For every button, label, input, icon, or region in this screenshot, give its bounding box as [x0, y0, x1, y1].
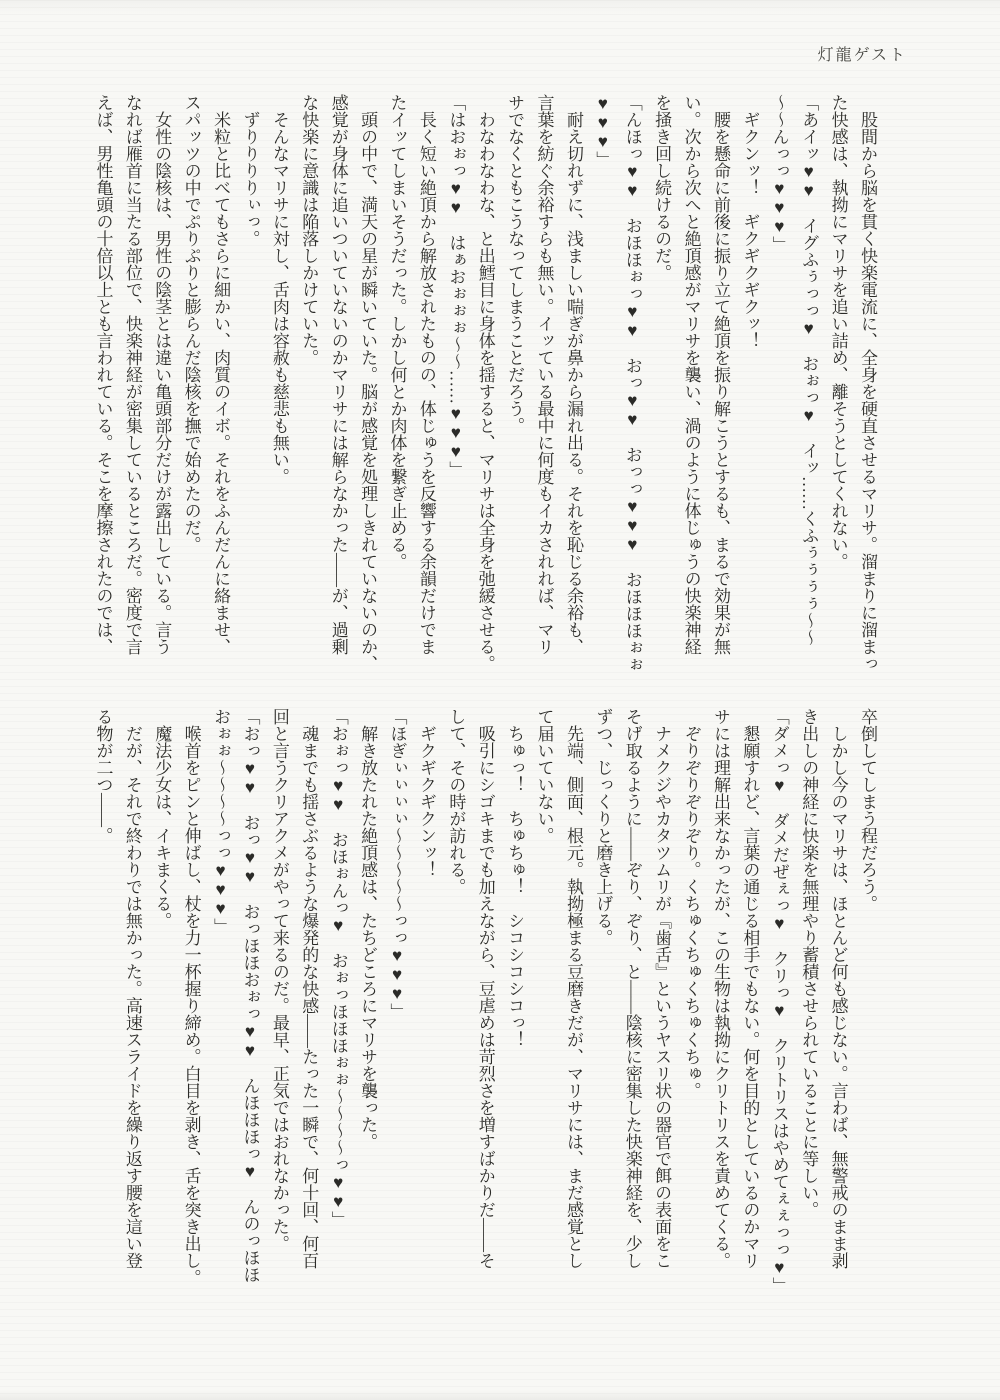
text-column: き出しの神経に快楽を無理やり蓄積させられていることに等しい。 — [799, 708, 819, 1218]
text-column: い。次から次へと絶頂感がマリサを襲い、渦のように体じゅうの快楽神経 — [681, 94, 701, 655]
text-column: サでなくともこうなってしまうことだろう。 — [505, 94, 525, 434]
text-column: 「おっ♥♥ おっ♥♥ おっほほおぉっ♥♥ んほほほっ♥ んのっほほ — [240, 708, 260, 1283]
text-column: 回と言うクリアクメがやって来るのだ。最早、正気ではおれなかった。 — [269, 708, 289, 1252]
text-column: スパッツの中でぷりぷりと膨らんだ陰核を撫で始めたのだ。 — [181, 94, 201, 553]
text-column: た快感は、執拗にマリサを追い詰め、離そうとしてくれない。 — [828, 94, 848, 570]
text-column: 感覚が身体に追いついていないのかマリサには解らなかった――が、過剰 — [328, 94, 348, 655]
text-column: わなわなわな、と出鱈目に身体を揺すると、マリサは全身を弛緩させる。 — [475, 94, 495, 672]
text-column: ギクギクギクンッ！ — [416, 708, 436, 878]
text-column: ずつ、じっくりと磨き上げる。 — [593, 708, 613, 946]
text-column: て届いていない。 — [534, 708, 554, 844]
text-column: る物が二つ――。 — [93, 708, 113, 844]
text-column: 「んほっ♥♥ おほほぉっ♥♥ おっ♥♥ おっっ♥♥♥ おほほほぉぉ — [622, 94, 642, 673]
text-column: 長く短い絶頂から解放されたものの、体じゅうを反響する余韻だけでま — [416, 94, 436, 655]
text-column: な快楽に意識は陥落しかけていた。 — [299, 94, 319, 366]
text-block-top — [88, 94, 882, 692]
text-column: えば、男性亀頭の十倍以上とも言われている。そこを摩擦されたのでは、 — [93, 94, 113, 655]
text-column: ナメクジやカタツムリが『歯舌』というヤスリ状の器官で餌の表面をこ — [652, 708, 672, 1269]
text-column: 〜〜んっっ♥♥♥」 — [769, 94, 789, 253]
text-column: 魂までも揺さぶるような爆発的な快感――たった一瞬で、何十回、何百 — [299, 708, 319, 1269]
text-column: ギクンッ！ ギクギクギクッ！ — [740, 94, 760, 349]
text-column: 解き放たれた絶頂感は、たちどころにマリサを襲った。 — [358, 708, 378, 1150]
text-column: たイッてしまいそうだった。しかし何とか肉体を繋ぎ止める。 — [387, 94, 407, 570]
text-column: 言葉を紡ぐ余裕すらも無い。イッている最中に何度もイカされれば、マリ — [534, 94, 554, 655]
text-column: 腰を懸命に前後に振り立て絶頂を振り解こうとするも、まるで効果が無 — [710, 94, 730, 655]
text-column: 魔法少女は、イキまくる。 — [152, 708, 172, 929]
text-column: だが、それで終わりでは無かった。高速スライドを繰り返す腰を這い登 — [122, 708, 142, 1269]
text-column: そんなマリサに対し、舌肉は容赦も慈悲も無い。 — [269, 94, 289, 485]
text-column: 耐え切れずに、浅ましい喘ぎが鼻から漏れ出る。それを恥じる余裕も、 — [563, 94, 583, 655]
text-column: 先端、側面、根元。執拗極まる豆磨きだが、マリサには、まだ感覚とし — [563, 708, 583, 1269]
text-column: 懇願すれど、言葉の通じる相手でもない。何を目的としているのかマリ — [740, 708, 760, 1269]
text-column: 「ダメっ♥ ダメだぜぇっ♥ クリっ♥ クリトリスはやめてぇぇっっ♥」 — [769, 708, 789, 1294]
text-column: 「はおぉっ♥♥ はぁおぉぉぉ〜〜……♥♥♥」 — [446, 94, 466, 478]
text-column: 吸引にシゴキまでも加えながら、豆虐めは苛烈さを増すばかりだ――そ — [475, 708, 495, 1269]
text-column: サには理解出来なかったが、この生物は執拗にクリトリスを責めてくる。 — [710, 708, 730, 1269]
text-block-bottom — [88, 708, 882, 1320]
text-column: そげ取るように――ぞり、ぞり、と――陰核に密集した快楽神経を、少し — [622, 708, 642, 1269]
text-column: 「おぉっ♥♥ おほぉんっ♥ おぉっほほほぉぉ〜〜〜〜っ♥♥」 — [328, 708, 348, 1228]
text-column: して、その時が訪れる。 — [446, 708, 466, 895]
text-column: 「ほぎぃぃぃぃ〜〜〜〜〜っっ♥♥♥」 — [387, 708, 407, 1020]
text-column: 喉首をピンと伸ばし、杖を力一杯握り締め。白目を剥き、舌を突き出し。 — [181, 708, 201, 1286]
page-header-credit: 灯龍ゲスト — [817, 47, 907, 64]
text-column: 女性の陰核は、男性の陰茎とは違い亀頭部分だけが露出している。言う — [152, 94, 172, 655]
text-column: 卒倒してしまう程だろう。 — [858, 708, 877, 912]
text-column: しかし今のマリサは、ほとんど何も感じない。言わば、無警戒のまま剥 — [828, 708, 848, 1269]
text-column: ぞりぞりぞりぞり。くちゅくちゅくちゅくちゅ。 — [681, 708, 701, 1099]
text-column: ♥♥♥」 — [593, 94, 613, 168]
text-column: 米粒と比べてもさらに細かい、肉質のイボ。それをふんだんに絡ませ、 — [211, 94, 231, 655]
text-column: ずりりりりぃっ。 — [240, 94, 260, 247]
text-column: を掻き回し続けるのだ。 — [652, 94, 672, 281]
text-column: ちゅっ！ ちゅちゅ！ シコシコシコっ！ — [505, 708, 525, 1048]
text-column: 股間から脳を貫く快楽電流に、全身を硬直させるマリサ。溜まりに溜まっ — [858, 94, 877, 672]
text-column: 「あイッ♥♥ イグふぅっっ♥ おぉっ♥ イッ……くふぅぅぅぅ〜〜 — [799, 94, 819, 646]
text-column: なれば雁首に当たる部位で、快楽神経が密集しているところだ。密度で言 — [122, 94, 142, 655]
text-column: おぉぉ〜〜〜〜っっ♥♥♥」 — [211, 708, 231, 935]
text-column: 頭の中で、満天の星が瞬いていた。脳が感覚を処理しきれていないのか、 — [358, 94, 378, 672]
